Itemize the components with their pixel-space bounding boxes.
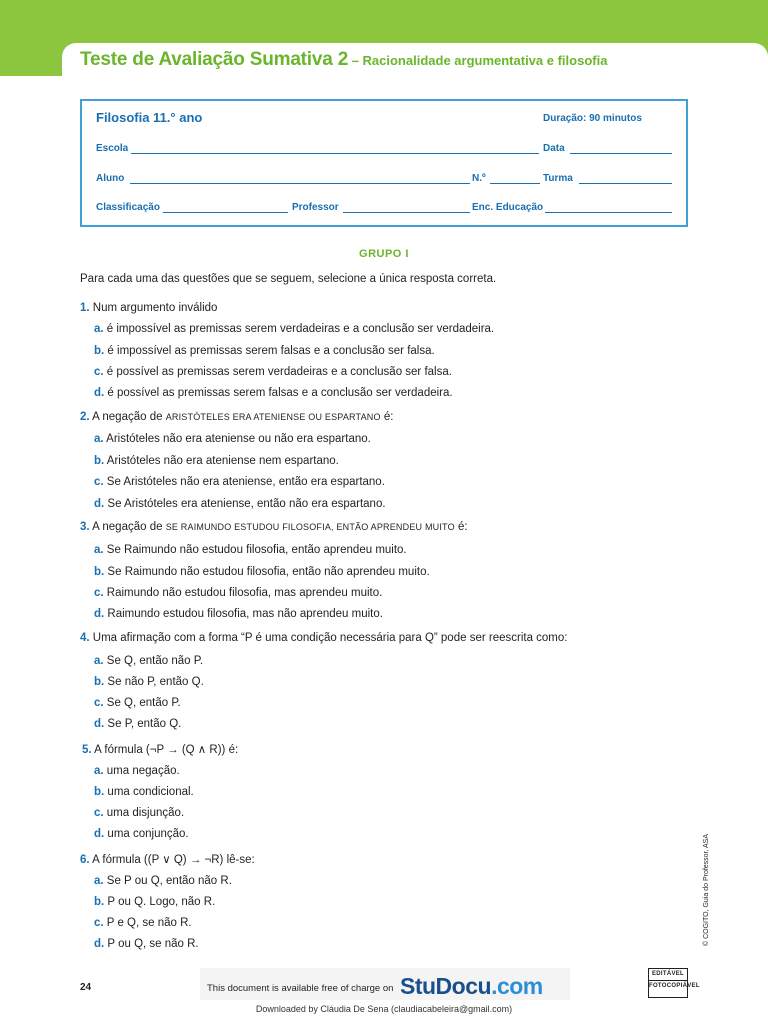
instructions: Para cada uma das questões que se seguem, selecione a única resposta correta. <box>80 273 497 285</box>
option-text: uma disjunção. <box>103 807 185 819</box>
option-letter: a. <box>94 765 104 777</box>
option-letter: a. <box>94 875 104 887</box>
teacher-field[interactable] <box>343 212 470 213</box>
question-1-option-b <box>94 345 435 357</box>
option-letter: a. <box>94 323 104 335</box>
question-4-option-d <box>94 718 181 730</box>
question-text: Uma afirmação com a forma “P é uma condição necessária para Q” pode ser reescrita como: <box>89 632 568 644</box>
logo-domain: .com <box>491 973 543 999</box>
class-label: Turma <box>543 173 573 184</box>
option-letter: b. <box>94 566 105 578</box>
question-5-option-c <box>94 807 184 819</box>
logo-text: StuDocu <box>400 973 492 999</box>
question-6-option-c <box>94 917 192 929</box>
question-2-option-c <box>94 476 385 488</box>
school-field[interactable] <box>131 153 539 154</box>
option-letter: c. <box>94 476 104 488</box>
class-field[interactable] <box>579 183 672 184</box>
subject-label: Filosofia 11.° ano <box>96 110 203 125</box>
date-label: Data <box>543 143 565 154</box>
option-letter: d. <box>94 828 105 840</box>
page-title <box>80 49 607 71</box>
grade-label: Classificação <box>96 202 160 213</box>
question-text-end: é: <box>454 521 468 533</box>
question-4-option-c <box>94 697 181 709</box>
option-letter: d. <box>94 387 105 399</box>
studocu-logo[interactable] <box>400 973 543 1000</box>
question-2-option-a <box>94 433 371 445</box>
option-letter: b. <box>94 676 105 688</box>
option-text: Se P, então Q. <box>104 718 182 730</box>
photocopiable-stamp <box>648 968 700 998</box>
option-letter: c. <box>94 917 104 929</box>
question-text-end: é: <box>380 411 394 423</box>
stamp-photocopiable: FOTOCOPIÁVEL <box>649 983 700 989</box>
banner-text: This document is available free of charge on <box>207 983 394 994</box>
option-letter: d. <box>94 498 105 510</box>
question-5-option-b <box>94 786 194 798</box>
question-2 <box>80 411 394 423</box>
question-5 <box>82 742 238 756</box>
student-info-box <box>80 99 688 227</box>
student-field[interactable] <box>130 183 470 184</box>
title-main: Teste de Avaliação Sumativa 2 <box>80 49 349 70</box>
option-letter: b. <box>94 896 105 908</box>
grade-field[interactable] <box>163 212 288 213</box>
option-text: Se Q, então não P. <box>103 655 204 667</box>
question-4-option-a <box>94 655 203 667</box>
title-subtitle: – Racionalidade argumentativa e filosofia <box>348 53 608 68</box>
page-number: 24 <box>80 982 92 993</box>
question-3-option-b <box>94 566 430 578</box>
option-text: é impossível as premissas serem verdadeiras e a conclusão ser verdadeira. <box>103 323 495 335</box>
student-label: Aluno <box>96 173 125 184</box>
option-text: Se Q, então P. <box>103 697 181 709</box>
option-text: uma condicional. <box>104 786 194 798</box>
option-letter: a. <box>94 544 104 556</box>
option-text: Raimundo estudou filosofia, mas não aprendeu muito. <box>104 608 383 620</box>
question-1 <box>80 302 217 314</box>
option-letter: b. <box>94 345 105 357</box>
question-3-option-c <box>94 587 382 599</box>
question-number: 1. <box>80 302 90 314</box>
option-text: Se P ou Q, então não R. <box>103 875 232 887</box>
guardian-label: Enc. Educação <box>472 202 544 213</box>
question-number: 5. <box>82 744 92 756</box>
option-text: Raimundo não estudou filosofia, mas aprendeu muito. <box>103 587 383 599</box>
question-4 <box>80 632 567 644</box>
copyright-note: © COGITO, Guia do Professor, ASA <box>703 833 710 946</box>
option-text: é possível as premissas serem verdadeiras e a conclusão ser falsa. <box>103 366 452 378</box>
option-text: Se Aristóteles não era ateniense, então era espartano. <box>103 476 385 488</box>
question-2-option-b <box>94 455 339 467</box>
question-6 <box>80 852 255 866</box>
question-4-option-b <box>94 676 204 688</box>
question-number: 4. <box>80 632 90 644</box>
option-text: Aristóteles não era ateniense ou não era espartano. <box>103 433 371 445</box>
option-letter: d. <box>94 608 105 620</box>
option-letter: c. <box>94 366 104 378</box>
question-proposition: SE RAIMUNDO ESTUDOU FILOSOFIA, ENTÃO APRENDEU MUITO <box>165 522 455 532</box>
option-text: P ou Q, se não R. <box>104 938 199 950</box>
option-letter: c. <box>94 807 104 819</box>
question-text: A fórmula ((P ∨ Q) → ¬R) lê-se: <box>89 854 255 866</box>
guardian-field[interactable] <box>545 212 672 213</box>
question-text: Num argumento inválido <box>89 302 218 314</box>
question-1-option-d <box>94 387 453 399</box>
number-field[interactable] <box>490 183 540 184</box>
question-1-option-c <box>94 366 452 378</box>
option-text: Aristóteles não era ateniense nem espartano. <box>104 455 339 467</box>
question-text: A fórmula (¬P → (Q ∧ R)) é: <box>91 744 239 756</box>
question-6-option-b <box>94 896 215 908</box>
option-text: P ou Q. Logo, não R. <box>104 896 216 908</box>
option-text: Se não P, então Q. <box>104 676 204 688</box>
question-1-option-a <box>94 323 494 335</box>
group-heading: GRUPO I <box>359 248 409 260</box>
question-5-option-a <box>94 765 180 777</box>
option-text: Se Aristóteles era ateniense, então não era espartano. <box>104 498 386 510</box>
question-number: 3. <box>80 521 90 533</box>
question-6-option-d <box>94 938 199 950</box>
option-letter: b. <box>94 786 105 798</box>
question-6-option-a <box>94 875 232 887</box>
download-notice: Downloaded by Cláudia De Sena (claudiacabeleira@gmail.com) <box>255 1004 513 1014</box>
question-text: A negação de <box>89 411 166 423</box>
question-3 <box>80 521 468 533</box>
option-text: é impossível as premissas serem falsas e a conclusão ser falsa. <box>104 345 435 357</box>
question-3-option-d <box>94 608 383 620</box>
option-letter: a. <box>94 433 104 445</box>
option-letter: d. <box>94 718 105 730</box>
number-label: N.º <box>472 173 486 184</box>
question-2-option-d <box>94 498 386 510</box>
duration-label: Duração: 90 minutos <box>543 113 642 124</box>
option-text: uma negação. <box>103 765 180 777</box>
school-label: Escola <box>96 143 129 154</box>
teacher-label: Professor <box>292 202 339 213</box>
option-letter: c. <box>94 587 104 599</box>
option-text: P e Q, se não R. <box>103 917 192 929</box>
question-number: 2. <box>80 411 90 423</box>
option-letter: c. <box>94 697 104 709</box>
question-proposition: ARISTÓTELES ERA ATENIENSE OU ESPARTANO <box>165 412 381 422</box>
question-number: 6. <box>80 854 90 866</box>
option-text: uma conjunção. <box>104 828 189 840</box>
option-letter: a. <box>94 655 104 667</box>
option-text: Se Raimundo não estudou filosofia, então aprendeu muito. <box>103 544 407 556</box>
option-letter: d. <box>94 938 105 950</box>
question-5-option-d <box>94 828 189 840</box>
date-field[interactable] <box>570 153 672 154</box>
question-text: A negação de <box>89 521 166 533</box>
question-3-option-a <box>94 544 407 556</box>
stamp-editable: EDITÁVEL <box>649 969 687 981</box>
option-text: é possível as premissas serem falsas e a conclusão ser verdadeira. <box>104 387 453 399</box>
option-text: Se Raimundo não estudou filosofia, então não aprendeu muito. <box>104 566 430 578</box>
option-letter: b. <box>94 455 105 467</box>
